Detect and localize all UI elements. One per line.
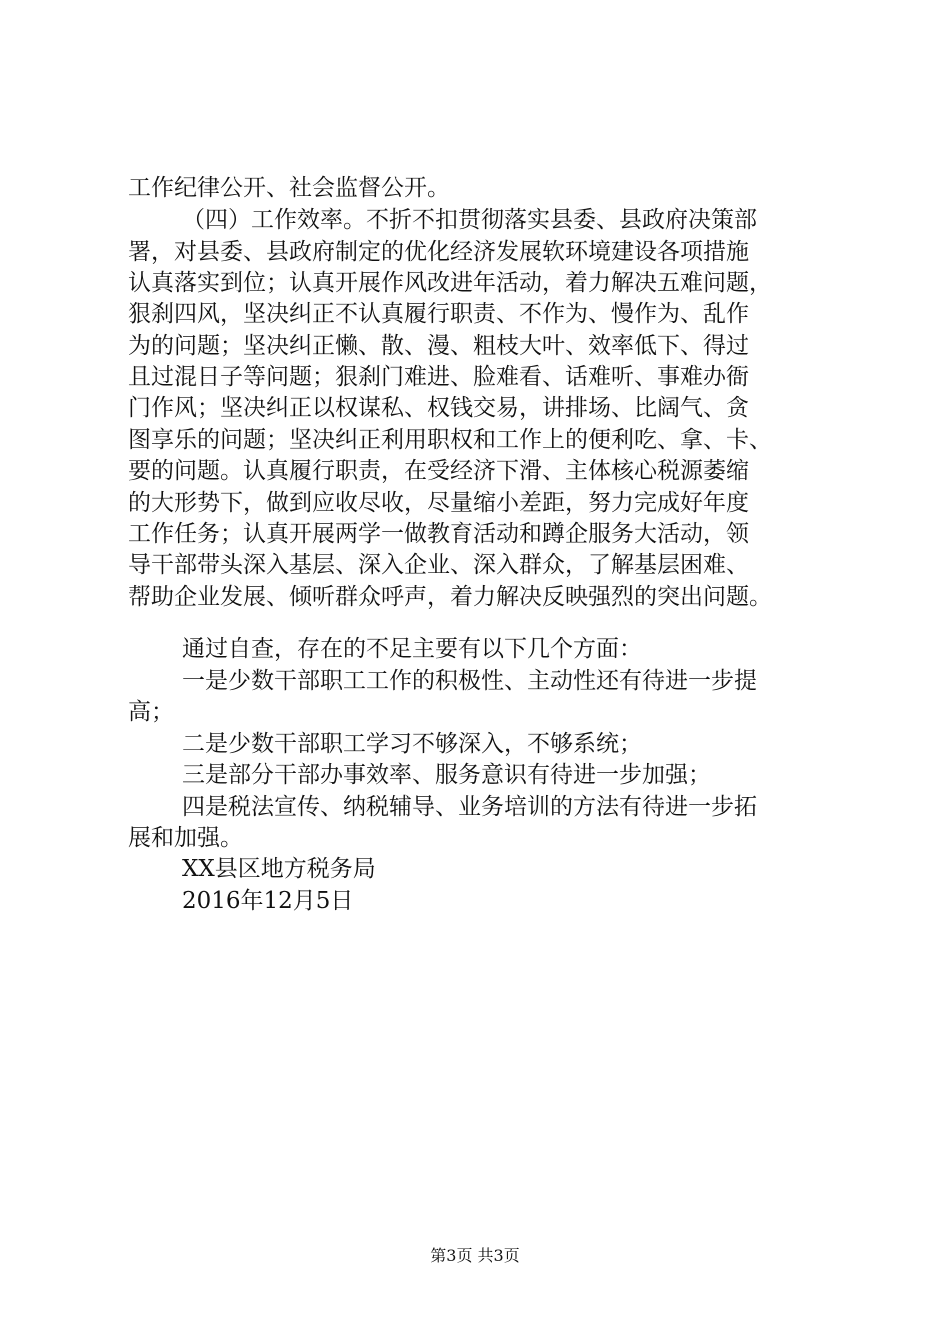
paragraph-text: 图享乐的问题；坚决纠正利用职权和工作上的便利吃、拿、卡、 — [128, 427, 772, 453]
paragraph-text: （四）工作效率。不折不扣贯彻落实县委、县政府决策部 — [182, 207, 757, 233]
paragraph-text: 且过混日子等问题；狠刹门难进、脸难看、话难听、事难办衙 — [128, 364, 749, 390]
paragraph-text: 高； — [128, 699, 174, 725]
paragraph-text: 二是少数干部职工学习不够深入，不够系统； — [182, 731, 642, 757]
paragraph-text: 工作纪律公开、社会监督公开。 — [128, 175, 450, 201]
paragraph-text: 通过自查，存在的不足主要有以下几个方面： — [182, 636, 642, 662]
paragraph-text: 要的问题。认真履行职责，在受经济下滑、主体核心税源萎缩 — [128, 458, 749, 484]
paragraph-text: 导干部带头深入基层、深入企业、深入群众，了解基层困难、 — [128, 552, 749, 578]
paragraph-text: 三是部分干部办事效率、服务意识有待进一步加强； — [182, 762, 711, 788]
page-number-footer: 第3页 共3页 — [430, 1246, 520, 1265]
paragraph-text: 署，对县委、县政府制定的优化经济发展软环境建设各项措施 — [128, 239, 749, 265]
signature-org-text: XX县区地方税务局 — [182, 856, 376, 882]
signature-date-text: 2016年12月5日 — [182, 888, 354, 914]
paragraph-text: 为的问题；坚决纠正懒、散、漫、粗枝大叶、效率低下、得过 — [128, 333, 749, 359]
paragraph-text: 工作任务；认真开展两学一做教育活动和蹲企服务大活动，领 — [128, 521, 749, 547]
paragraph-text: 狠刹四风，坚决纠正不认真履行职责、不作为、慢作为、乱作 — [128, 301, 749, 327]
paragraph-text: 四是税法宣传、纳税辅导、业务培训的方法有待进一步拓 — [182, 794, 757, 820]
paragraph-text: 一是少数干部职工工作的积极性、主动性还有待进一步提 — [182, 668, 757, 694]
paragraph-text: 帮助企业发展、倾听群众呼声，着力解决反映强烈的突出问题。 — [128, 584, 772, 610]
paragraph-text: 认真落实到位；认真开展作风改进年活动，着力解决五难问题， — [128, 270, 772, 296]
paragraph-text: 的大形势下，做到应收尽收，尽量缩小差距，努力完成好年度 — [128, 490, 749, 516]
paragraph-text: 展和加强。 — [128, 825, 243, 851]
paragraph-text: 门作风；坚决纠正以权谋私、权钱交易，讲排场、比阔气、贪 — [128, 395, 749, 421]
